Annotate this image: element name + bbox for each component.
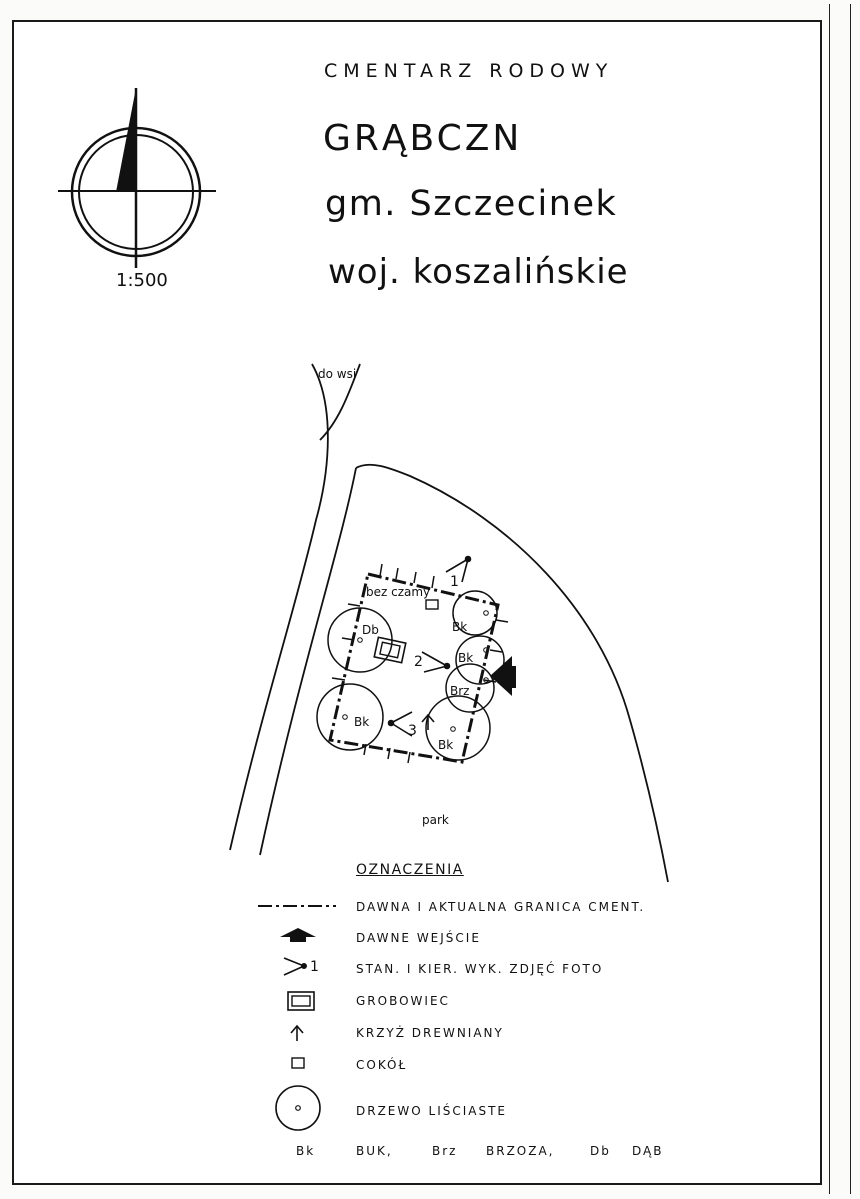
svg-text:Bk: Bk xyxy=(438,738,454,752)
commune-title: gm. Szczecinek xyxy=(325,184,618,224)
road xyxy=(230,364,668,882)
plinth-symbol xyxy=(426,600,438,609)
wooden-cross-symbol xyxy=(422,715,434,730)
svg-text:Bk: Bk xyxy=(452,620,468,634)
title-top: CMENTARZ RODOWY xyxy=(324,60,614,82)
photo-station-2 xyxy=(422,652,450,672)
scale-label: 1:500 xyxy=(116,270,168,291)
svg-text:BRZOZA,: BRZOZA, xyxy=(486,1144,555,1158)
page-edge xyxy=(850,4,851,1194)
svg-text:BUK,: BUK, xyxy=(356,1144,393,1158)
legend-item-photo: STAN. I KIER. WYK. ZDJĘĆ FOTO xyxy=(356,962,604,976)
svg-text:bez czamy: bez czamy xyxy=(366,585,431,599)
legend-item-entrance: DAWNE WEJŚCIE xyxy=(356,931,481,945)
svg-text:Db: Db xyxy=(362,623,379,637)
legend-item-cross: KRZYŻ DREWNIANY xyxy=(356,1026,504,1040)
place-title: GRĄBCZN xyxy=(323,118,523,159)
svg-text:DĄB: DĄB xyxy=(632,1144,664,1158)
legend-item-plinth: COKÓŁ xyxy=(356,1058,408,1072)
svg-text:Bk: Bk xyxy=(458,651,474,665)
road-label: do wsi xyxy=(318,367,357,381)
svg-text:Db: Db xyxy=(590,1144,611,1158)
legend-title: OZNACZENIA xyxy=(356,862,464,878)
svg-text:Brz: Brz xyxy=(450,684,470,698)
svg-text:2: 2 xyxy=(414,654,423,670)
park-label: park xyxy=(422,813,449,827)
voivodeship-title: woj. koszalińskie xyxy=(328,252,629,292)
svg-text:Brz: Brz xyxy=(432,1144,458,1158)
svg-text:Bk: Bk xyxy=(296,1144,316,1158)
legend xyxy=(240,880,700,1180)
north-arrow-icon xyxy=(50,80,230,270)
legend-item-boundary: DAWNA I AKTUALNA GRANICA CMENT. xyxy=(356,900,646,914)
svg-text:1: 1 xyxy=(450,574,459,590)
svg-text:3: 3 xyxy=(408,723,417,739)
legend-item-tree: DRZEWO LIŚCIASTE xyxy=(356,1104,508,1118)
svg-text:Bk: Bk xyxy=(354,715,370,729)
svg-text:1: 1 xyxy=(310,959,319,975)
cemetery-plan xyxy=(200,350,700,890)
page-edge xyxy=(829,4,830,1194)
legend-item-tomb: GROBOWIEC xyxy=(356,994,450,1008)
